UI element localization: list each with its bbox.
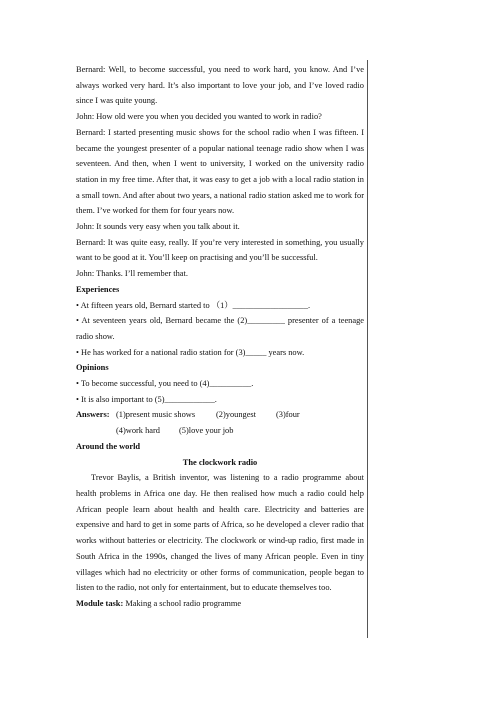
opinions-item-5: • It is also important to (5)____________. bbox=[76, 394, 217, 404]
dialogue-paragraph-4: John: It sounds very easy when you talk about it. bbox=[76, 222, 240, 232]
article-title: The clockwork radio bbox=[182, 457, 258, 467]
answer-5: (5)love your job bbox=[179, 426, 234, 436]
dialogue-paragraph-5: Bernard: It was quite easy, really. If you’re very interested in something, you usually want to be good at it. You’ll keep on practising and you’ll be successful. bbox=[76, 237, 364, 263]
answer-3: (3)four bbox=[276, 410, 300, 420]
margin-rule bbox=[367, 60, 368, 638]
answers-row-1 bbox=[76, 407, 364, 423]
answer-4: (4)work hard bbox=[116, 426, 160, 436]
dialogue-paragraph-2: John: How old were you when you decided you wanted to work in radio? bbox=[76, 112, 322, 122]
opinions-heading: Opinions bbox=[76, 363, 109, 373]
dialogue-paragraph-1: Bernard: Well, to become successful, you need to work hard, you know. And I’ve always worked very hard. It’s also important to love your job, and I’ve loved radio since I was quite young. bbox=[76, 65, 364, 106]
module-task-text: Making a school radio programme bbox=[123, 598, 242, 608]
answers-row-2 bbox=[76, 423, 364, 439]
answers-label: Answers: bbox=[76, 410, 110, 420]
text-column bbox=[76, 62, 364, 612]
around-the-world-heading: Around the world bbox=[76, 441, 141, 451]
article-body: Trevor Baylis, a British inventor, was listening to a radio programme about health problems in Africa one day. He then realised how much a radio could help African people learn about health and health care. Electricity and batteries are expensive and hard to get in some parts of Africa, so he developed a clever radio that works without batteries or electricity. The clockwork or wind-up radio, first made in South Africa in the 1990s, changed the lives of many African people. Even in tiny villages which had no electricity or other forms of communication, people began to listen to the radio, not only for entertainment, but to educate themselves too. bbox=[76, 473, 364, 593]
experiences-item-1: • At fifteen years old, Bernard started to （1）__________________. bbox=[76, 300, 311, 310]
answer-1: (1)present music shows bbox=[116, 410, 196, 420]
experiences-heading: Experiences bbox=[76, 284, 120, 294]
module-task-line bbox=[76, 596, 364, 612]
experiences-item-3: • He has worked for a national radio station for (3)_____ years now. bbox=[76, 347, 305, 357]
module-task-label: Module task: bbox=[76, 598, 124, 608]
experiences-item-2: • At seventeen years old, Bernard became the (2)_________ presenter of a teenage radio show. bbox=[76, 316, 364, 341]
dialogue-paragraph-6: John: Thanks. I’ll remember that. bbox=[76, 269, 188, 279]
opinions-item-4: • To become successful, you need to (4)__________. bbox=[76, 379, 254, 389]
answer-2: (2)youngest bbox=[216, 410, 257, 420]
dialogue-paragraph-3: Bernard: I started presenting music shows for the school radio when I was fifteen. I became the youngest presenter of a popular national teenage radio show when I was seventeen. And then, when I went to university, I worked on the university radio station in my free time. After that, it was easy to get a job with a local radio station in a small town. And after about two years, a national radio station asked me to work for them. I’ve worked for them for four years now. bbox=[76, 127, 364, 216]
